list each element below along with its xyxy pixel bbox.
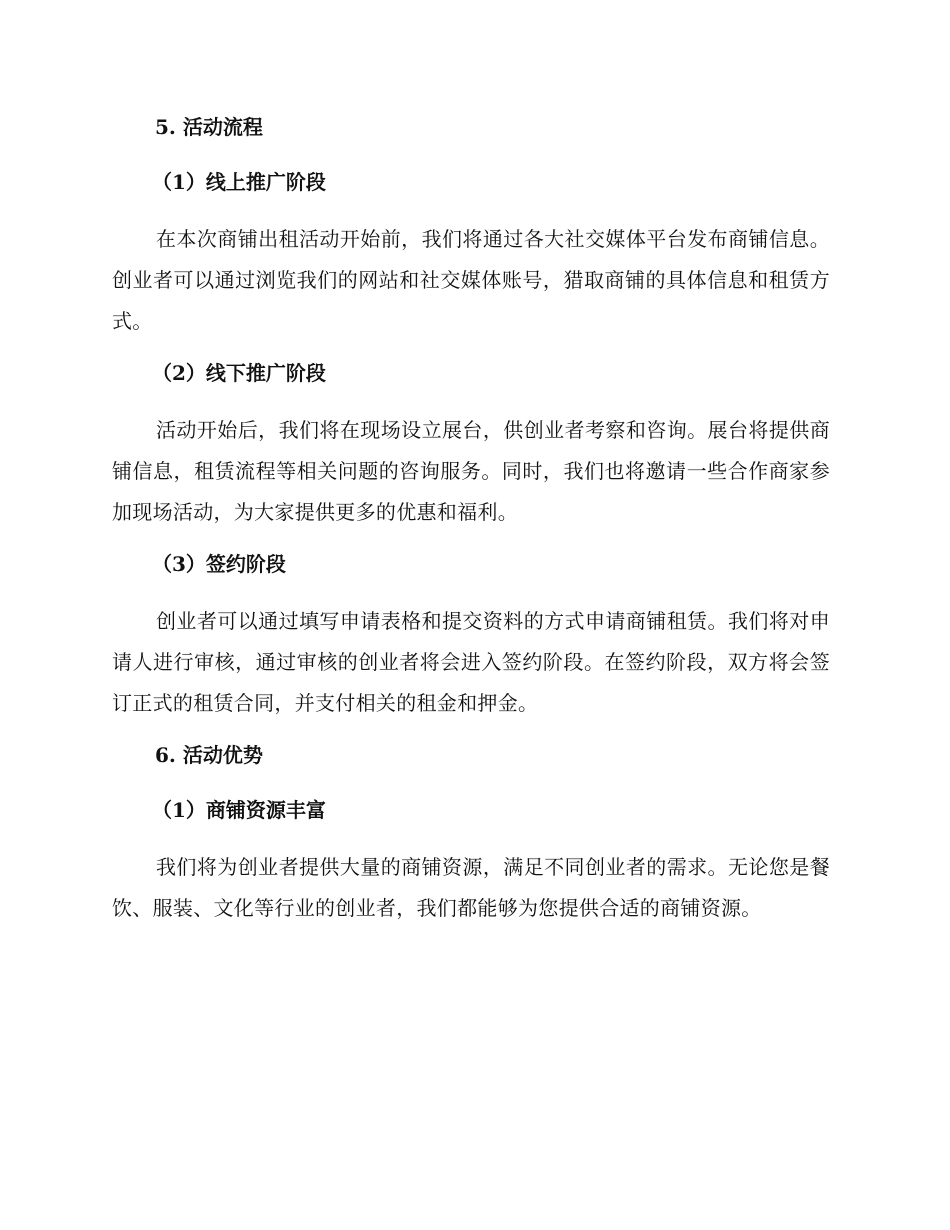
paragraph-rich-resources: 我们将为创业者提供大量的商铺资源，满足不同创业者的需求。无论您是餐饮、服装、文化等行业的创业者，我们都能够为您提供合适的商铺资源。 <box>112 855 830 920</box>
section-heading-activity-advantages: 6. 活动优势 <box>155 743 263 767</box>
section-heading-activity-process: 5. 活动流程 <box>155 115 263 139</box>
subheading-offline-promotion: （2）线下推广阶段 <box>152 361 326 385</box>
paragraph-offline-promotion: 活动开始后，我们将在现场设立展台，供创业者考察和咨询。展台将提供商铺信息，租赁流程等相关问题的咨询服务。同时，我们也将邀请一些合作商家参加现场活动，为大家提供更多的优惠和福利。 <box>112 418 830 524</box>
paragraph-signing-stage: 创业者可以通过填写申请表格和提交资料的方式申请商铺租赁。我们将对申请人进行审核，通过审核的创业者将会进入签约阶段。在签约阶段，双方将会签订正式的租赁合同，并支付相关的租金和押金。 <box>112 609 830 715</box>
subheading-online-promotion: （1）线上推广阶段 <box>152 170 326 194</box>
paragraph-online-promotion: 在本次商铺出租活动开始前，我们将通过各大社交媒体平台发布商铺信息。创业者可以通过浏览我们的网站和社交媒体账号，猎取商铺的具体信息和租赁方式。 <box>112 227 830 333</box>
subheading-rich-resources: （1）商铺资源丰富 <box>152 798 326 822</box>
subheading-signing-stage: （3）签约阶段 <box>152 552 286 576</box>
document-body <box>112 112 830 929</box>
